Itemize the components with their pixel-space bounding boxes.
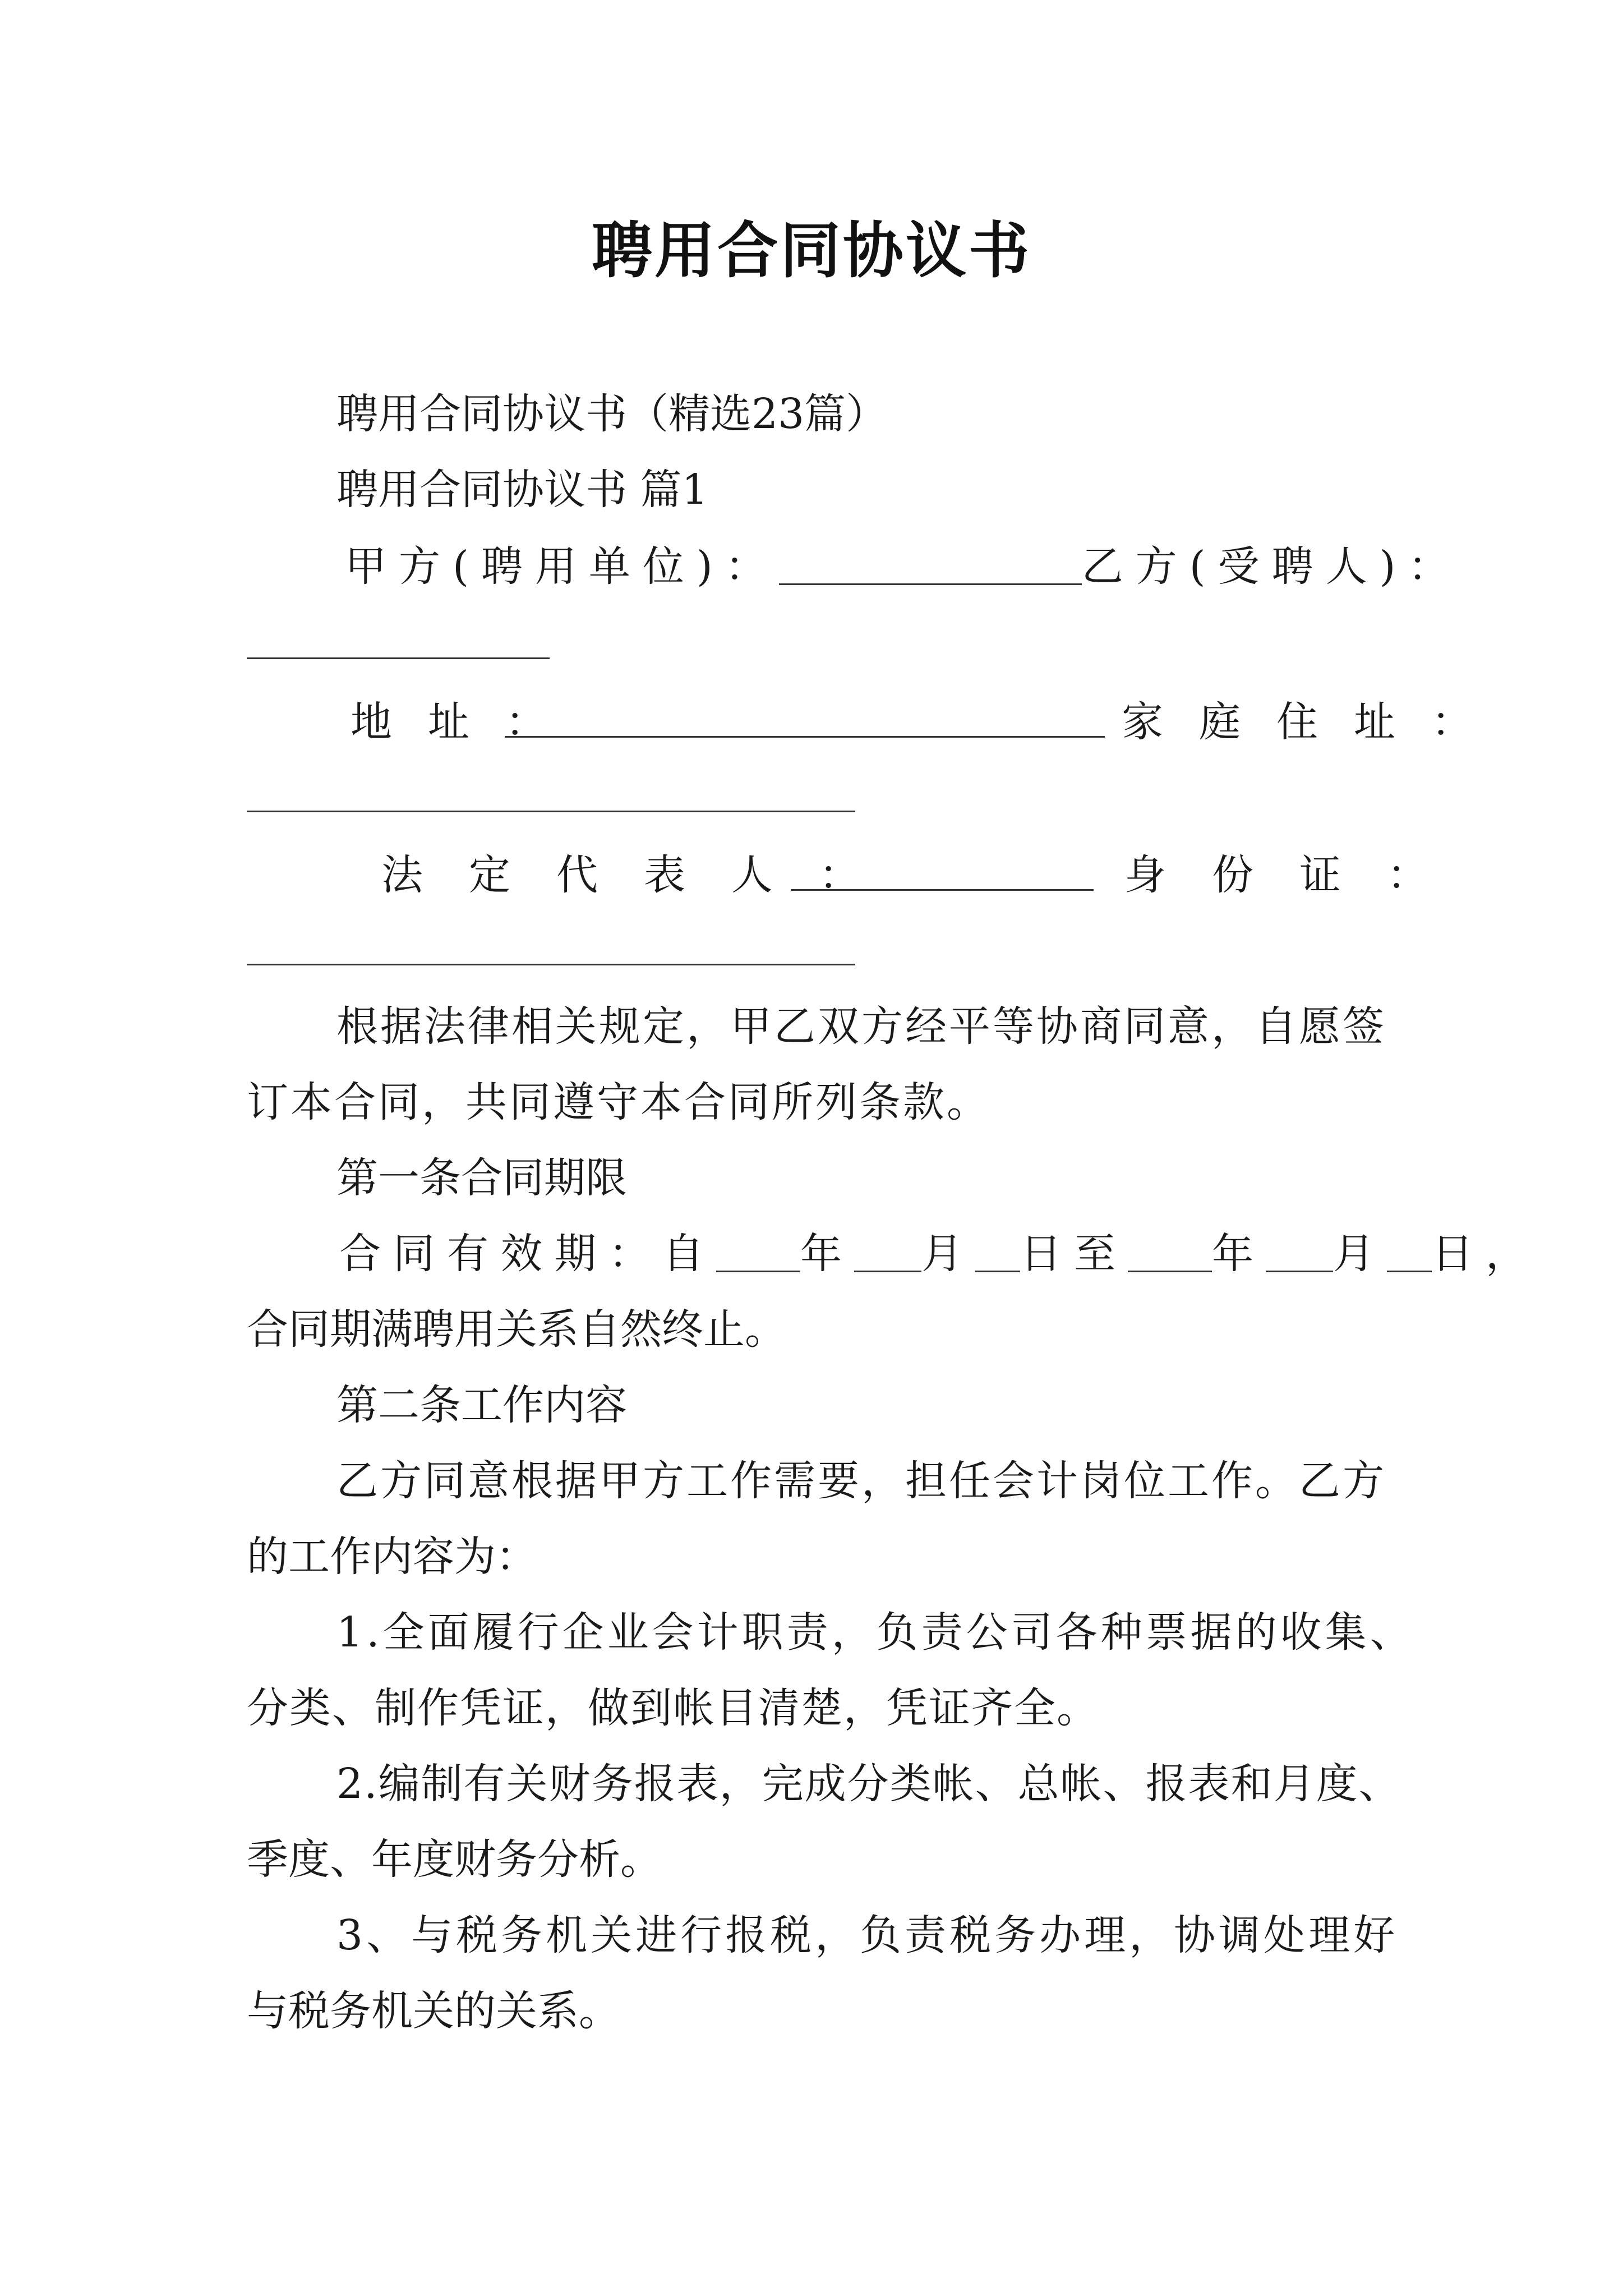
day-blank-2: [1387, 1231, 1432, 1272]
legal-rep-label: 法定代表人：: [381, 851, 906, 899]
term-prefix: 合同有效期：自: [339, 1230, 716, 1278]
id-label: 身份证：: [1124, 851, 1474, 899]
month-blank-2: [1266, 1231, 1333, 1272]
section-heading: 聘用合同协议书 篇1: [336, 466, 708, 514]
day-blank-1: [975, 1231, 1020, 1272]
address-blank: [505, 736, 1105, 738]
term-month2: 月: [1333, 1230, 1387, 1278]
term-line: [339, 1226, 1539, 1282]
year-blank-1: [716, 1231, 800, 1272]
party-line: [345, 539, 1462, 595]
legal-rep-blank: [791, 889, 1094, 891]
party-a-blank: [779, 544, 1082, 585]
work-line1: 乙方同意根据甲方工作需要，担任会计岗位工作。乙方: [336, 1457, 1386, 1505]
id-blank: [247, 964, 855, 965]
year-blank-2: [1128, 1231, 1212, 1272]
item3-line2: 与税务机关的关系。: [247, 1987, 620, 2035]
home-address-wrap: [1122, 694, 1509, 750]
article1-heading: 第一条合同期限: [336, 1154, 627, 1202]
item2-line1: 2.编制有关财务报表，完成分类帐、总帐、报表和月度、: [336, 1760, 1401, 1808]
intro-line2: 订本合同，共同遵守本合同所列条款。: [247, 1078, 990, 1126]
party-b-blank: [247, 657, 550, 659]
work-line2: 的工作内容为：: [247, 1533, 537, 1581]
term-month1: 月: [921, 1230, 975, 1278]
address-label: 地址：: [351, 698, 583, 746]
term-line2: 合同期满聘用关系自然终止。: [247, 1305, 786, 1354]
month-blank-1: [854, 1231, 921, 1272]
item1-line2: 分类、制作凭证，做到帐目清楚，凭证齐全。: [247, 1684, 1099, 1732]
party-a-label: 甲方(聘用单位)：: [345, 542, 779, 591]
address-line: [351, 694, 583, 750]
item2-line2: 季度、年度财务分析。: [247, 1835, 662, 1884]
term-day2: 日，: [1432, 1230, 1539, 1278]
home-address-label: 家庭住址：: [1122, 698, 1509, 746]
subtitle: 聘用合同协议书（精选23篇）: [336, 390, 888, 438]
term-year1: 年: [800, 1230, 854, 1278]
party-b-label: 乙方(受聘人)：: [1081, 542, 1462, 591]
home-address-blank: [247, 811, 855, 812]
intro-line1: 根据法律相关规定，甲乙双方经平等协商同意，自愿签: [336, 1002, 1386, 1051]
item1-line1: 1.全面履行企业会计职责，负责公司各种票据的收集、: [336, 1608, 1415, 1657]
item3-line1: 3、与税务机关进行报税，负责税务办理，协调处理好: [336, 1911, 1399, 1959]
term-day1: 日至: [1020, 1230, 1128, 1278]
article2-heading: 第二条工作内容: [336, 1381, 627, 1429]
document-title: 聘用合同协议书: [591, 216, 1031, 286]
term-year2: 年: [1212, 1230, 1266, 1278]
